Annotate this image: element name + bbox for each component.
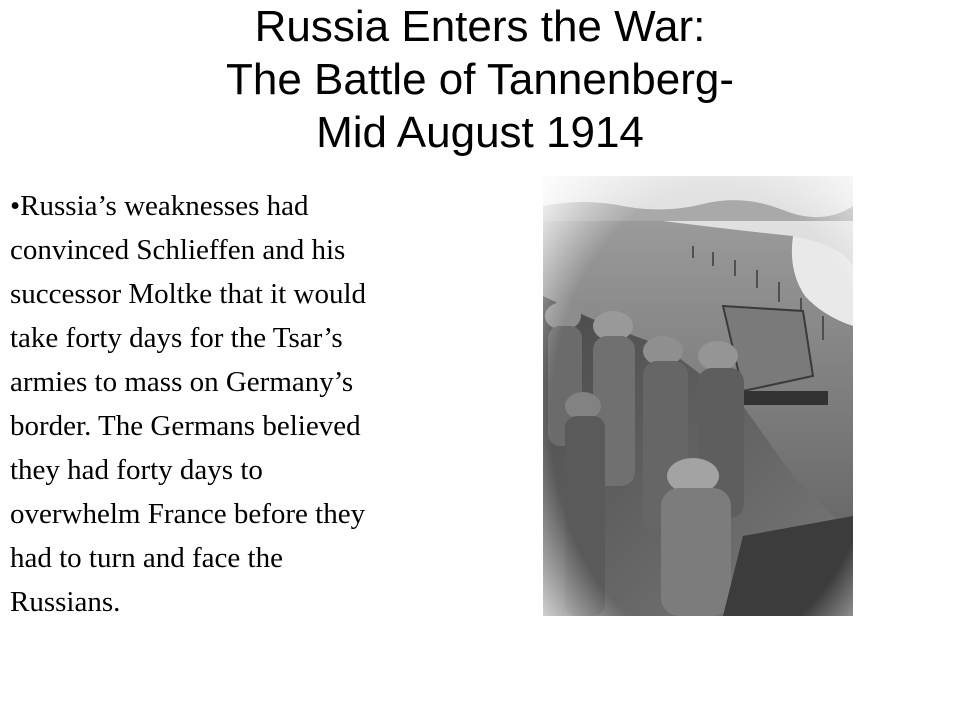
bullet-line: had to turn and face the (10, 542, 283, 574)
title-line-3: Mid August 1914 (316, 108, 644, 157)
bullet-marker: • (10, 190, 21, 222)
bullet-line: successor Moltke that it would (10, 278, 367, 310)
bullet-line: take forty days for the Tsar’s (10, 322, 343, 354)
photo-vignette (543, 176, 853, 616)
bullet-line-text: Russia’s weaknesses had (20, 190, 309, 222)
bullet-line: Russians. (10, 586, 121, 618)
bullet-line (10, 184, 500, 228)
slide-title (40, 0, 920, 159)
bullet-line: armies to mass on Germany’s (10, 366, 354, 398)
title-line-1: Russia Enters the War: (254, 2, 706, 51)
trench-soldiers-photo (543, 176, 853, 616)
title-line-2: The Battle of Tannenberg- (226, 55, 734, 104)
bullet-line: overwhelm France before they (10, 498, 366, 530)
bullet-line: convinced Schlieffen and his (10, 234, 346, 266)
bullet-paragraph (10, 184, 500, 624)
photo-illustration (543, 176, 853, 616)
bullet-line: they had forty days to (10, 454, 263, 486)
bullet-line: border. The Germans believed (10, 410, 361, 442)
